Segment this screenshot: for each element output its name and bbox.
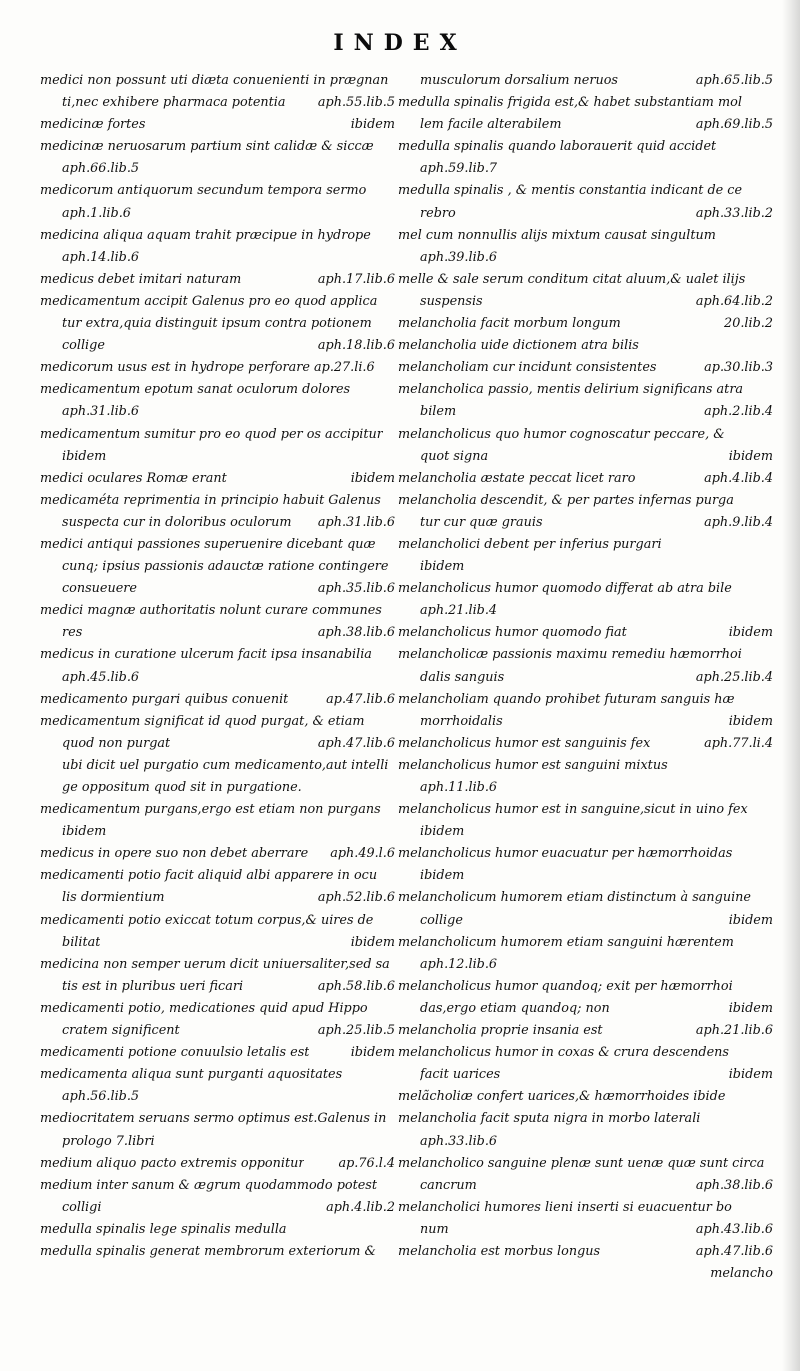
entry-text: aph.45.lib.6 [62,669,140,685]
entry-text: melancholicum humorem etiam sanguini hærentem [398,934,734,950]
entry-reference: aph.35.lib.6 [317,581,395,597]
entry-text: tis est in pluribus ueri ficari [62,978,244,994]
index-entry [40,799,395,821]
entry-text: aph.33.lib.6 [420,1133,498,1149]
entry-text: aph.31.lib.6 [62,404,140,420]
entry-text: medici non possunt uti diæta conuenienti in prægnan [40,73,389,88]
entry-reference: aph.47.lib.6 [317,735,395,751]
entry-text: tur cur quæ grauis [420,514,543,530]
index-entry [398,755,773,777]
index-entry [398,158,773,180]
index-entry [40,644,395,666]
index-entry [398,932,773,954]
entry-text: collige [62,338,105,354]
entry-reference: aph.65.lib.5 [695,73,773,88]
index-column-right [398,70,773,1285]
index-entry [40,379,395,401]
entry-reference: aph.33.lib.2 [695,205,773,221]
index-entry [398,1219,773,1241]
index-entry [398,976,773,998]
entry-reference: ibidem [728,448,773,464]
index-entry [40,291,395,313]
entry-text: medicamenti potio facit aliquid albi apparere in ocu [40,868,378,884]
index-entry [40,1175,395,1197]
index-entry [398,1197,773,1219]
index-entry [40,1086,395,1108]
entry-text: aph.14.lib.6 [62,249,140,265]
entry-text: prologo 7.libri [62,1133,155,1149]
entry-text: aph.39.lib.6 [420,249,498,265]
index-entry [398,468,773,490]
entry-text: dalis sanguis [420,669,505,685]
index-entry [398,777,773,799]
entry-text: medium inter sanum & ægrum quodammodo potest [40,1177,378,1193]
entry-text: ubi dicit uel purgatio cum medicamento,aut intelli [62,757,389,773]
entry-text: medicus debet imitari naturam [40,271,242,287]
index-entry [398,843,773,865]
index-entry [398,799,773,821]
index-entry [40,1064,395,1086]
entry-reference: ibidem [728,1000,773,1016]
entry-reference: aph.64.lib.2 [695,293,773,309]
index-entry [398,291,773,313]
entry-text: medicamentum significat id quod purgat, & etiam [40,713,365,729]
index-entry [398,114,773,136]
entry-text: medicamenti potio exiccat totum corpus,& uires de [40,912,374,928]
index-entry [40,1219,395,1241]
page-edge-shadow [782,0,800,1371]
index-entry [398,954,773,976]
index-entry [40,556,395,578]
entry-text: medicina non semper uerum dicit uniuersaliter,sed sa [40,956,390,972]
entry-text: aph.56.lib.5 [62,1089,140,1105]
entry-text: ibidem [420,824,465,840]
entry-text: aph.11.lib.6 [420,780,498,795]
index-entry [398,203,773,225]
index-entry [398,180,773,202]
entry-reference: ibidem [728,713,773,729]
entry-text: medicamentum epotum sanat oculorum dolores [40,382,351,398]
entry-reference: ap.30.lib.3 [704,360,773,376]
index-entry [398,490,773,512]
index-entry [40,468,395,490]
entry-reference: aph.18.lib.6 [317,338,395,354]
page-title: INDEX [333,30,467,56]
index-entry [398,1064,773,1086]
index-entry [398,92,773,114]
index-entry [40,1153,395,1175]
entry-reference: aph.43.lib.6 [695,1221,773,1237]
entry-reference: aph.25.lib.4 [695,669,773,685]
entry-text: ibidem [62,448,107,464]
entry-reference: ibidem [350,117,395,133]
index-entry [398,70,773,92]
index-entry [398,1263,773,1285]
entry-text: melancholia uide dictionem atra bilis [398,338,639,354]
index-entry [398,887,773,909]
index-entry [40,490,395,512]
index-entry [40,1241,395,1263]
entry-text: aph.59.lib.7 [420,161,498,177]
entry-reference: ibidem [350,934,395,950]
entry-text: melancholicus humor est in sanguine,sicut in uino fex [398,802,748,818]
entry-text: medulla spinalis , & mentis constantia indicant de ce [398,183,743,199]
entry-reference: ibidem [728,1067,773,1083]
entry-reference: aph.49.l.6 [330,846,395,862]
index-entry [40,1108,395,1130]
index-entry [40,843,395,865]
index-entry [398,1241,773,1263]
index-entry [398,821,773,843]
index-entry [40,247,395,269]
index-entry [40,424,395,446]
entry-text: melancholicus humor quandoq; exit per hæmorrhoi [398,978,733,994]
entry-text: das,ergo etiam quandoq; non [420,1000,610,1016]
index-entry [40,180,395,202]
index-entry [40,534,395,556]
entry-text: lis dormientium [62,890,165,906]
entry-text: bilitat [62,934,101,950]
entry-text: medicamentum purgans,ergo est etiam non purgans [40,802,381,818]
index-entry [40,932,395,954]
index-entry [398,335,773,357]
entry-text: medici antiqui passiones superuenire dicebant quæ [40,536,376,552]
entry-text: ge oppositum quod sit in purgatione. [62,780,302,795]
entry-reference: 20.lib.2 [724,316,773,332]
entry-text: melancholica passio, mentis delirium significans atra [398,382,744,398]
index-entry [398,865,773,887]
entry-text: cancrum [420,1177,477,1193]
entry-text: melãcholiæ confert uarices,& hæmorrhoides ibide [398,1089,726,1105]
entry-text: melancholicum humorem etiam distinctum à sanguine [398,890,751,906]
entry-reference: aph.69.lib.5 [695,117,773,133]
index-entry [398,711,773,733]
index-entry [40,689,395,711]
entry-reference: aph.9.lib.4 [704,514,773,530]
entry-reference: aph.4.lib.4 [704,470,773,486]
entry-reference: ibidem [728,912,773,928]
entry-text: medulla spinalis lege spinalis medulla [40,1221,287,1237]
entry-reference: aph.55.lib.5 [317,95,395,111]
entry-text: quod non purgat [62,735,171,751]
entry-reference: ibidem [350,1045,395,1061]
index-entry [40,865,395,887]
entry-text: melancholicæ passionis maximu remediu hæmorrhoi [398,647,742,663]
entry-text: ibidem [420,559,465,575]
entry-text: collige [420,912,463,928]
entry-text: medici oculares Romæ erant [40,470,227,486]
index-entry [40,401,395,423]
entry-text: medicamenti potione conuulsio letalis est [40,1045,310,1061]
index-entry [40,114,395,136]
entry-text: medium aliquo pacto extremis opponitur [40,1155,305,1171]
index-entry [40,446,395,468]
entry-reference: aph.21.lib.6 [695,1023,773,1039]
entry-text: medicinæ neruosarum partium sint calidæ & siccæ [40,139,374,155]
index-entry [398,556,773,578]
index-entry [40,313,395,335]
entry-text: ti,nec exhibere pharmaca potentia [62,95,286,111]
entry-text: ibidem [62,824,107,840]
index-entry [40,136,395,158]
entry-text: facit uarices [420,1067,501,1083]
entry-text: melancholicus humor euacuatur per hæmorrhoidas [398,846,733,862]
entry-text: musculorum dorsalium neruos [420,73,618,88]
entry-text: melle & sale serum conditum citat aluum,& ualet ilijs [398,271,746,287]
index-entry [40,821,395,843]
index-entry [40,203,395,225]
entry-reference: ibidem [350,470,395,486]
entry-text: melancholia facit morbum longum [398,316,621,332]
entry-text: melancholicus humor quomodo fiat [398,625,627,641]
index-entry [40,733,395,755]
index-entry [398,401,773,423]
entry-text: tur extra,quia distinguit ipsum contra potionem [62,316,372,332]
index-entry [398,1131,773,1153]
entry-text: melancholiam cur incidunt consistentes [398,360,657,376]
entry-text: medicina aliqua aquam trahit præcipue in hydrope [40,227,371,243]
index-entry [398,998,773,1020]
entry-text: melancholia proprie insania est [398,1023,603,1039]
index-entry [40,335,395,357]
entry-text: medici magnæ authoritatis nolunt curare communes [40,603,382,619]
index-entry [398,1153,773,1175]
entry-text: colligi [62,1199,102,1215]
index-entry [398,313,773,335]
index-entry [398,644,773,666]
index-entry [398,534,773,556]
entry-reference: ibidem [728,625,773,641]
entry-text: medulla spinalis generat membrorum exteriorum & [40,1243,376,1259]
entry-text: medicus in curatione ulcerum facit ipsa insanabilia [40,647,372,663]
index-entry [40,1131,395,1153]
entry-text: melancholici humores lieni inserti si euacuentur bo [398,1199,732,1215]
index-entry [398,1020,773,1042]
index-entry [398,1086,773,1108]
index-entry [40,357,395,379]
entry-text: medulla spinalis quando laborauerit quid accidet [398,139,717,155]
index-entry [40,887,395,909]
entry-reference: aph.4.lib.2 [326,1199,395,1215]
entry-text: medulla spinalis frigida est,& habet substantiam mol [398,95,742,111]
index-entry [398,136,773,158]
index-entry [398,512,773,534]
index-entry [398,446,773,468]
entry-text: melancholicus humor quomodo differat ab atra bile [398,581,732,597]
index-entry [40,1020,395,1042]
entry-text: medicinæ fortes [40,117,146,133]
index-entry [398,1042,773,1064]
entry-text: melancholici debent per inferius purgari [398,536,662,552]
index-entry [40,92,395,114]
entry-reference: ap.76.l.4 [338,1155,395,1171]
entry-text: ibidem [420,868,465,884]
index-entry [40,667,395,689]
index-entry [40,910,395,932]
index-entry [398,424,773,446]
entry-text: melancholicus humor est sanguinis fex [398,735,651,751]
index-entry [40,976,395,998]
index-entry [40,954,395,976]
entry-text: melancholiam quando prohibet futuram sanguis hæ [398,691,735,707]
entry-reference: aph.77.li.4 [704,735,773,751]
entry-text: consueuere [62,581,138,597]
entry-text: mel cum nonnullis alijs mixtum causat singultum [398,227,716,243]
entry-reference: aph.38.lib.6 [317,625,395,641]
entry-text: melancholico sanguine plenæ sunt uenæ quæ sunt circa [398,1155,765,1171]
index-entry [40,622,395,644]
index-entry [40,512,395,534]
entry-text: medicorum antiquorum secundum tempora sermo [40,183,367,199]
entry-text: melancholia facit sputa nigra in morbo laterali [398,1111,701,1127]
index-entry [398,667,773,689]
entry-reference: aph.38.lib.6 [695,1177,773,1193]
entry-text: suspensis [420,293,483,309]
index-entry [40,1042,395,1064]
entry-reference: aph.31.lib.6 [317,514,395,530]
index-entry [40,269,395,291]
index-column-left [40,70,395,1263]
entry-text: suspecta cur in doloribus oculorum [62,514,292,530]
entry-text: cunq; ipsius passionis adauctæ ratione contingere [62,559,389,575]
index-entry [40,777,395,799]
index-entry [40,578,395,600]
entry-text: cratem significent [62,1023,180,1039]
entry-text: medicamentum accipit Galenus pro eo quod applica [40,293,378,309]
entry-text: aph.66.lib.5 [62,161,140,177]
entry-text: medicaméta reprimentia in principio habuit Galenus [40,492,381,508]
entry-text: quot signa [420,448,489,464]
entry-text: medicamento purgari quibus conuenit [40,691,289,707]
index-entry [40,158,395,180]
index-entry [40,755,395,777]
index-entry [398,247,773,269]
index-entry [398,225,773,247]
index-entry [398,622,773,644]
entry-text: medicorum usus est in hydrope perforare ap.27.li.6 [40,360,375,376]
entry-text: medicamenti potio, medicationes quid apud Hippo [40,1000,368,1016]
entry-text: melancholia descendit, & per partes infernas purga [398,492,734,508]
entry-reference: aph.47.lib.6 [695,1243,773,1259]
entry-text: melancholicus humor in coxas & crura descendens [398,1045,729,1061]
index-entry [398,910,773,932]
entry-text: melancholicus quo humor cognoscatur peccare, & [398,426,725,442]
entry-reference: aph.52.lib.6 [317,890,395,906]
entry-text: aph.12.lib.6 [420,956,498,972]
entry-text: bilem [420,404,457,420]
index-entry [40,711,395,733]
entry-text: morrhoidalis [420,713,503,729]
index-entry [398,379,773,401]
index-entry [398,689,773,711]
entry-text: melancho [710,1266,773,1282]
entry-text: num [420,1221,449,1237]
entry-text: melancholia æstate peccat licet raro [398,470,636,486]
index-entry [398,1108,773,1130]
entry-reference: aph.17.lib.6 [317,271,395,287]
index-entry [40,225,395,247]
entry-text: mediocritatem seruans sermo optimus est.Galenus in [40,1111,387,1127]
entry-text: aph.21.lib.4 [420,603,498,619]
entry-text: medicus in opere suo non debet aberrare [40,846,309,862]
index-entry [40,600,395,622]
index-entry [398,578,773,600]
index-entry [40,1197,395,1219]
entry-text: rebro [420,205,456,221]
index-entry [40,70,395,92]
entry-text: res [62,625,83,641]
index-entry [398,600,773,622]
entry-reference: aph.2.lib.4 [704,404,773,420]
entry-reference: ap.47.lib.6 [326,691,395,707]
entry-text: medicamenta aliqua sunt purganti aquositates [40,1067,343,1083]
entry-text: medicamentum sumitur pro eo quod per os accipitur [40,426,383,442]
entry-reference: aph.25.lib.5 [317,1023,395,1039]
index-entry [398,1175,773,1197]
entry-text: melancholicus humor est sanguini mixtus [398,757,668,773]
entry-text: lem facile alterabilem [420,117,562,133]
index-entry [398,269,773,291]
entry-text: aph.1.lib.6 [62,205,131,221]
index-entry [398,357,773,379]
entry-reference: aph.58.lib.6 [317,978,395,994]
index-entry [398,733,773,755]
index-entry [40,998,395,1020]
entry-text: melancholia est morbus longus [398,1243,601,1259]
